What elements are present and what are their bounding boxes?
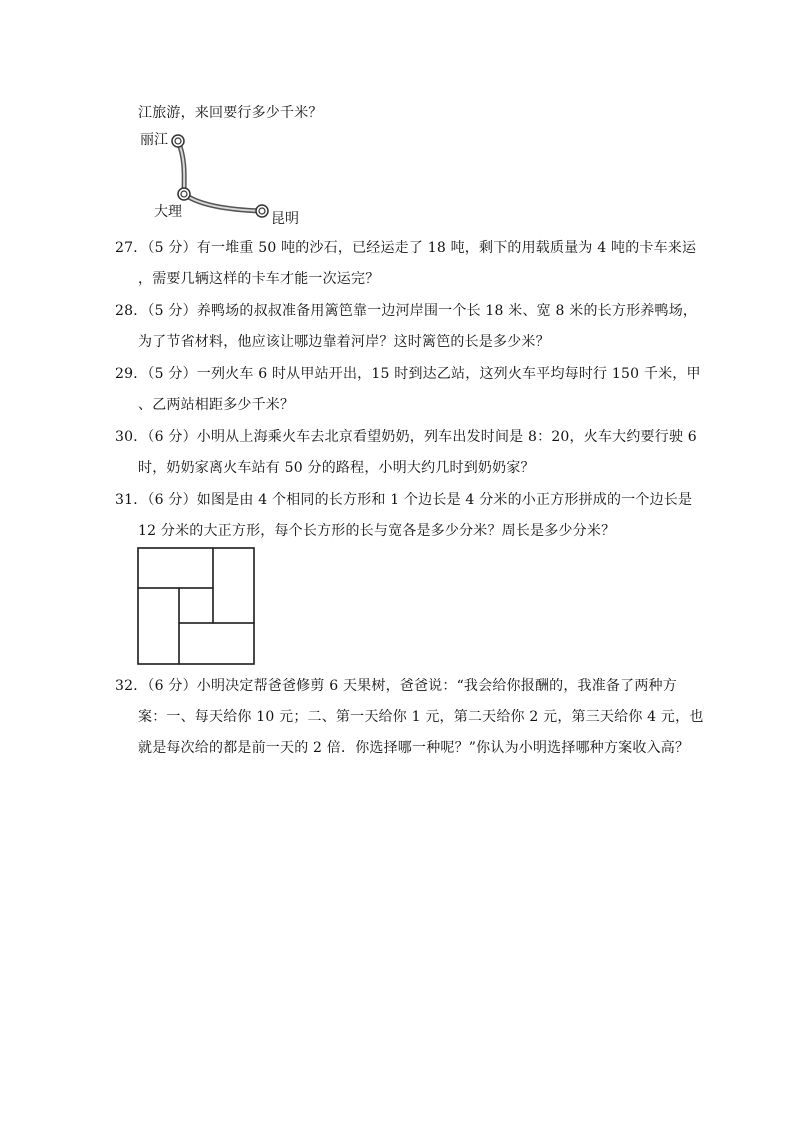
map-label-kunming: 昆明 bbox=[271, 211, 299, 227]
q31-line1: 31．（6 分）如图是由 4 个相同的长方形和 1 个边长是 4 分米的小正方形拼成的一个边长是 bbox=[115, 492, 693, 508]
map-label-dali: 大理 bbox=[154, 204, 182, 220]
q27-line1: 27．（5 分）有一堆重 50 吨的沙石，已经运走了 18 吨，剩下的用载质量为 4 吨的卡车来运 bbox=[115, 240, 697, 256]
big-square bbox=[138, 548, 254, 664]
q30-line2: 时，奶奶家离火车站有 50 分的路程，小明大约几时到奶奶家？ bbox=[138, 460, 535, 476]
q32-line2: 案：一、每天给你 10 元；二、第一天给你 1 元，第二天给你 2 元，第三天给你 4 元，也 bbox=[138, 709, 704, 725]
q27-line2: ，需要几辆这样的卡车才能一次运完？ bbox=[138, 271, 380, 287]
q30-line1: 30．（6 分）小明从上海乘火车去北京看望奶奶，列车出发时间是 8：20，火车大约要行驶 6 bbox=[115, 429, 697, 445]
q28-line2: 为了节省材料，他应该让哪边靠着河岸？这时篱笆的长是多少米？ bbox=[138, 334, 550, 350]
rect-left bbox=[138, 588, 179, 664]
q32-line3: 就是每次给的都是前一天的 2 倍．你选择哪一种呢？”你认为小明选择哪种方案收入高？ bbox=[138, 740, 690, 756]
q31-line2: 12 分米的大正方形，每个长方形的长与宽各是多少分米？周长是多少分米？ bbox=[138, 523, 616, 539]
q28-line1: 28．（5 分）养鸭场的叔叔准备用篱笆靠一边河岸围一个长 18 米、宽 8 米的长方形养鸭场， bbox=[115, 303, 698, 319]
rect-bottom-right bbox=[179, 623, 254, 664]
q29-line2: 、乙两站相距多少千米？ bbox=[138, 397, 295, 413]
map-label-lijiang: 丽江 bbox=[140, 132, 168, 148]
q26-tail: 江旅游，来回要行多少千米？ bbox=[138, 105, 323, 121]
q29-line1: 29．（5 分）一列火车 6 时从甲站开出，15 时到达乙站，这列火车平均每时行 150 千米，甲 bbox=[115, 366, 701, 382]
rect-top-left bbox=[138, 548, 213, 588]
q32-line1: 32．（6 分）小明决定帮爸爸修剪 6 天果树，爸爸说：“我会给你报酬的，我准备了两种方 bbox=[115, 678, 677, 694]
rect-right bbox=[213, 548, 254, 623]
small-square bbox=[179, 588, 213, 623]
